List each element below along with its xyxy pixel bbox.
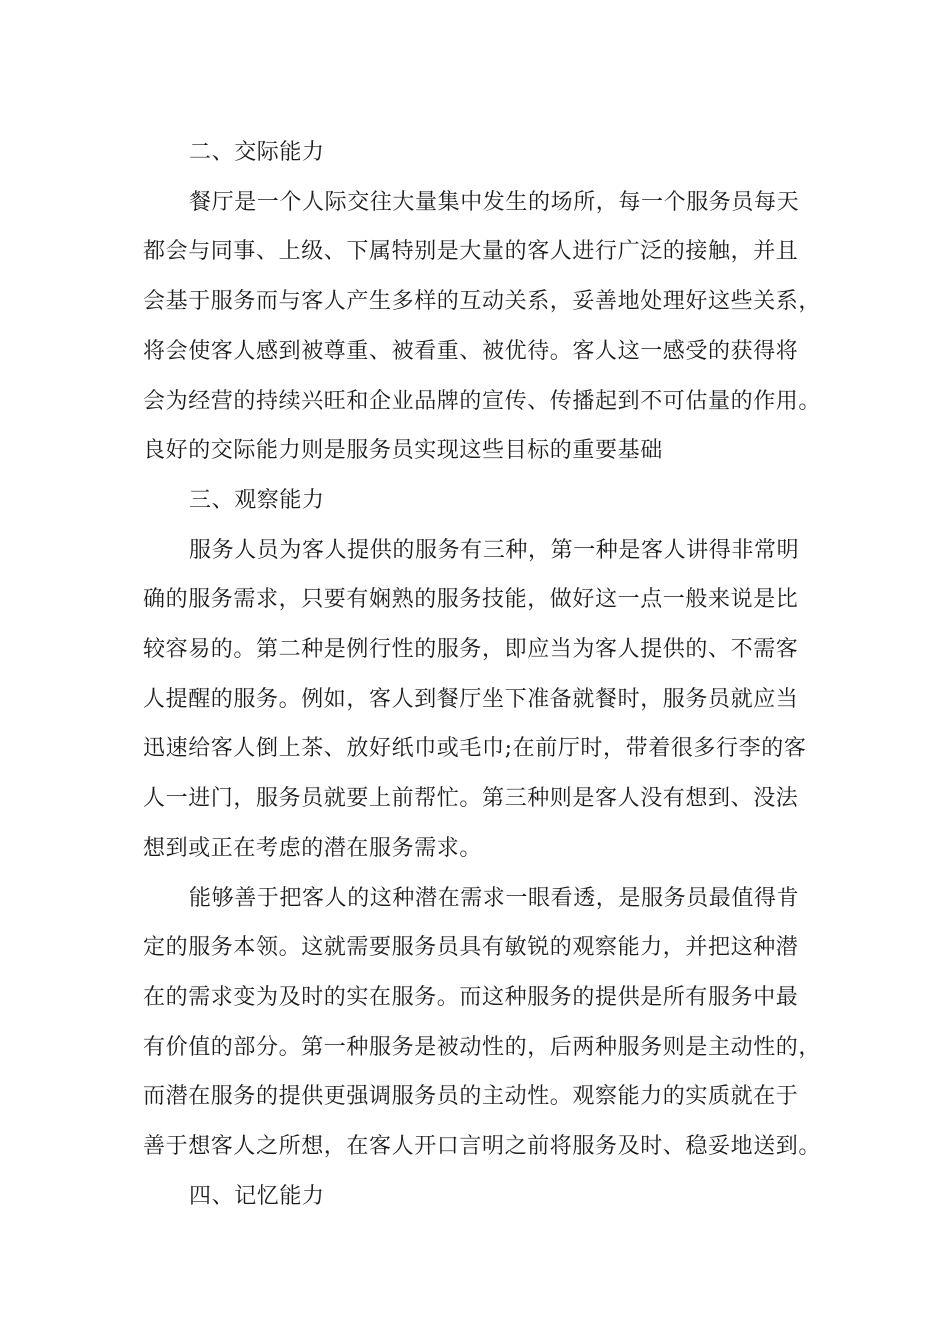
text-line: 都会与同事、上级、下属特别是大量的客人进行广泛的接触，并且 (143, 239, 799, 265)
text-line: 人提醒的服务。例如，客人到餐厅坐下准备就餐时，服务员就应当 (143, 686, 799, 712)
text-line: 会为经营的持续兴旺和企业品牌的宣传、传播起到不可估量的作用。 (143, 388, 822, 414)
section-heading-memory: 四、记忆能力 (189, 1183, 325, 1209)
text-line: 能够善于把客人的这种潜在需求一眼看透，是服务员最值得肯 (189, 885, 800, 911)
text-line: 餐厅是一个人际交往大量集中发生的场所，每一个服务员每天 (189, 189, 800, 215)
paragraph-communication (143, 178, 823, 476)
text-line: 会基于服务而与客人产生多样的互动关系，妥善地处理好这些关系， (143, 289, 822, 315)
text-line: 人一进门，服务员就要上前帮忙。第三种则是客人没有想到、没法 (143, 786, 799, 812)
document-body (143, 128, 823, 1221)
paragraph-observation-2 (143, 874, 823, 1172)
text-line: 有价值的部分。第一种服务是被动性的，后两种服务则是主动性的， (143, 1034, 822, 1060)
section-heading-observation: 三、观察能力 (189, 487, 325, 513)
text-line: 迅速给客人倒上茶、放好纸巾或毛巾;在前厅时，带着很多行李的客 (143, 736, 807, 762)
text-line: 确的服务需求，只要有娴熟的服务技能，做好这一点一般来说是比 (143, 587, 799, 613)
text-line: 而潜在服务的提供更强调服务员的主动性。观察能力的实质就在于 (143, 1084, 799, 1110)
text-line: 定的服务本领。这就需要服务员具有敏锐的观察能力，并把这种潜 (143, 935, 799, 961)
text-line: 较容易的。第二种是例行性的服务，即应当为客人提供的、不需客 (143, 637, 799, 663)
text-line: 良好的交际能力则是服务员实现这些目标的重要基础 (143, 438, 663, 464)
text-line: 在的需求变为及时的实在服务。而这种服务的提供是所有服务中最 (143, 984, 799, 1010)
section-heading-communication: 二、交际能力 (189, 140, 325, 165)
text-line: 将会使客人感到被尊重、被看重、被优待。客人这一感受的获得将 (143, 338, 799, 364)
text-line: 想到或正在考虑的潜在服务需求。 (143, 835, 483, 861)
text-line: 善于想客人之所想，在客人开口言明之前将服务及时、稳妥地送到。 (143, 1134, 822, 1160)
paragraph-observation-1 (143, 526, 823, 874)
text-line: 服务人员为客人提供的服务有三种，第一种是客人讲得非常明 (189, 537, 800, 563)
